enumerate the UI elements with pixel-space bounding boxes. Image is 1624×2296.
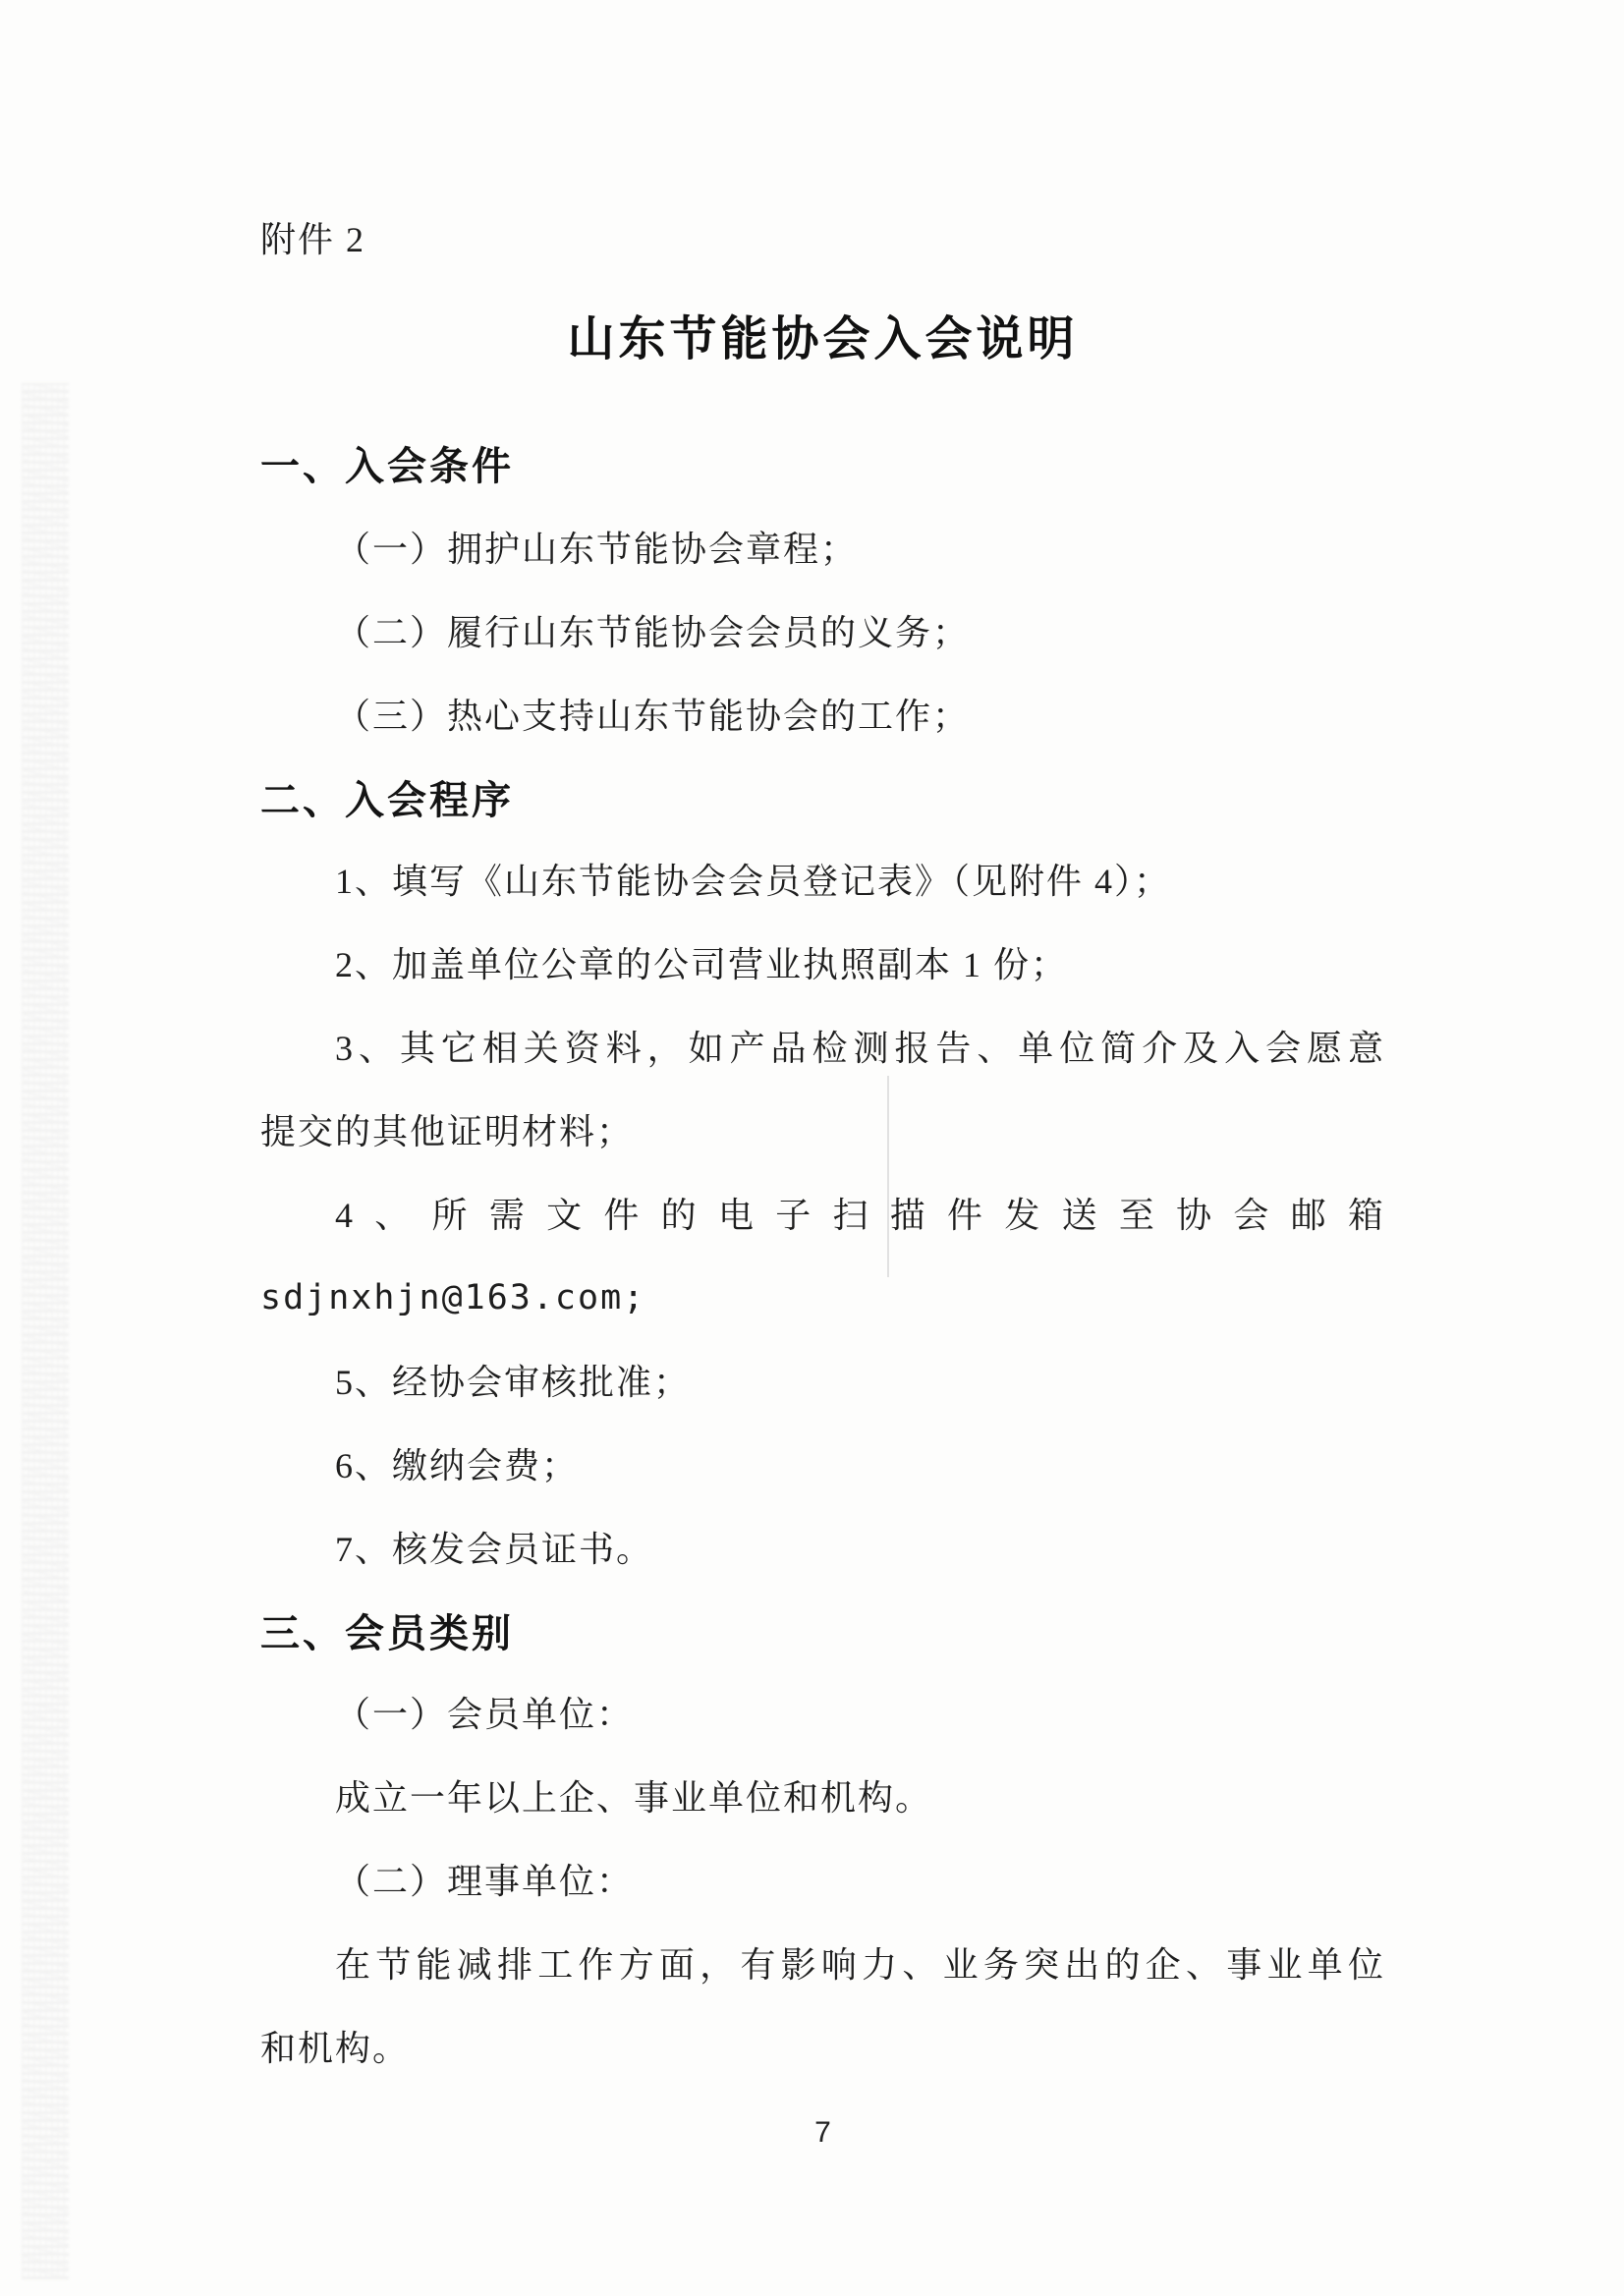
condition-item-1: （一）拥护山东节能协会章程； [335,530,859,569]
procedure-step-4: 4、所需文件的电子扫描件发送至协会邮箱 [335,1196,1385,1235]
section-heading-member-categories: 三、会员类别 [260,1612,514,1655]
procedure-step-2: 2、加盖单位公章的公司营业执照副本 1 份； [335,945,1069,984]
section-heading-membership-procedure: 二、入会程序 [260,779,514,822]
section-heading-membership-conditions: 一、入会条件 [260,445,514,488]
condition-item-2: （二）履行山东节能协会会员的义务； [335,613,971,652]
page-title: 山东节能协会入会说明 [567,313,1079,365]
page-number: 7 [814,2116,831,2149]
procedure-step-1: 1、填写《山东节能协会会员登记表》（见附件 4）； [335,862,1172,901]
scan-crease-artifact [887,1076,889,1277]
category-director-unit-description: 在节能减排工作方面，有影响力、业务突出的企、事业单位 [335,1945,1385,1985]
category-director-unit-label: （二）理事单位： [335,1862,635,1901]
procedure-step-5: 5、经协会审核批准； [335,1363,692,1402]
procedure-step-3-continued: 提交的其他证明材料； [260,1112,635,1151]
attachment-label: 附件 2 [260,220,366,259]
association-email: sdjnxhjn@163.com; [260,1278,646,1317]
procedure-step-7: 7、核发会员证书。 [335,1530,654,1569]
procedure-step-6: 6、缴纳会费； [335,1446,580,1485]
procedure-step-3: 3、其它相关资料，如产品检测报告、单位简介及入会愿意 [335,1029,1385,1068]
category-director-unit-description-continued: 和机构。 [260,2029,411,2068]
category-member-unit-description: 成立一年以上企、事业单位和机构。 [335,1778,933,1818]
category-member-unit-label: （一）会员单位： [335,1695,635,1734]
scan-noise-artifact [22,383,69,2279]
condition-item-3: （三）热心支持山东节能协会的工作； [335,697,971,736]
